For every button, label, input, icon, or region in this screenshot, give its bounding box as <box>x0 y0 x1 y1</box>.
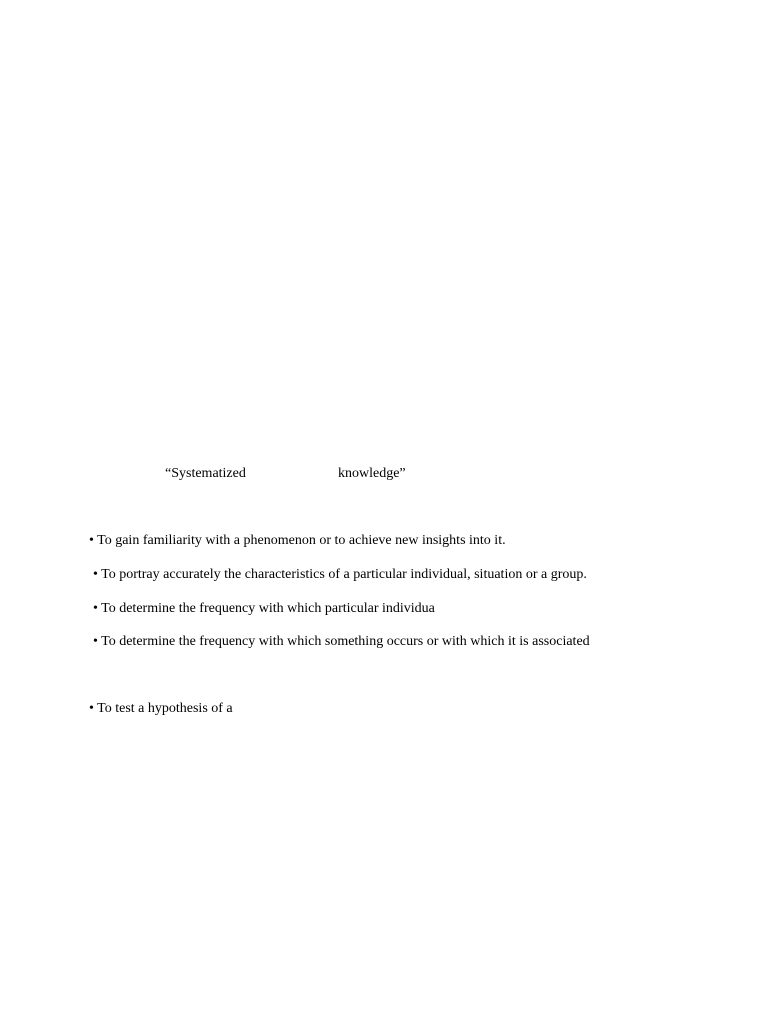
bullet-item-frequency-occurs: • To determine the frequency with which something occurs or with which it is associated <box>93 634 590 649</box>
heading-word-knowledge: knowledge” <box>338 466 406 481</box>
heading-word-systematized: “Systematized <box>165 466 246 481</box>
bullet-item-frequency-individual: • To determine the frequency with which particular individua <box>93 601 435 616</box>
bullet-item-hypothesis: • To test a hypothesis of a <box>89 701 233 716</box>
bullet-item-familiarity: • To gain familiarity with a phenomenon or to achieve new insights into it. <box>89 533 506 548</box>
bullet-item-portray: • To portray accurately the characteristics of a particular individual, situation or a group. <box>93 567 587 582</box>
